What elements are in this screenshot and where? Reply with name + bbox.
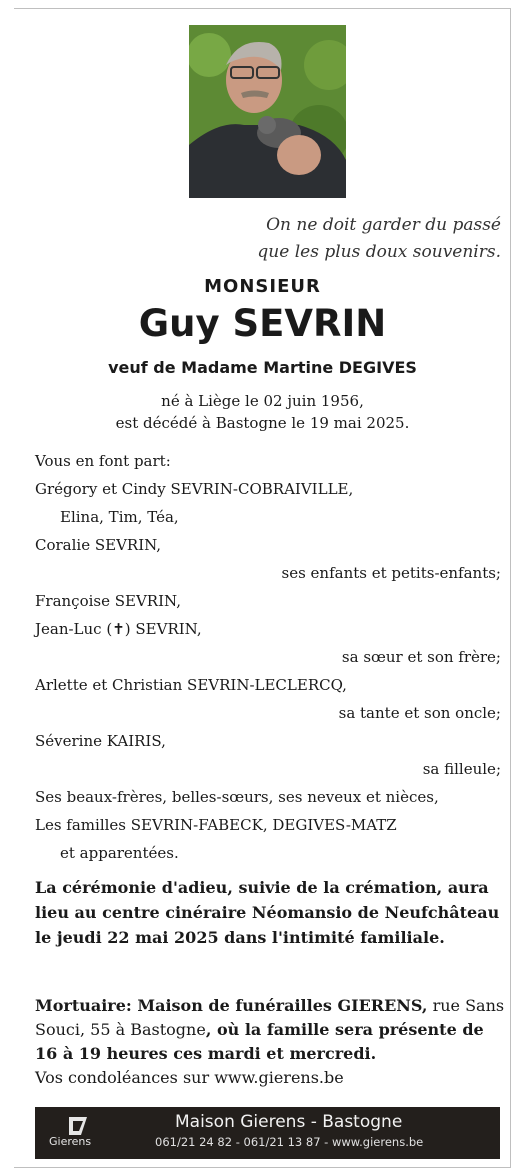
family-francoise: Françoise SEVRIN, (35, 592, 181, 610)
mortuary-label: Mortuaire: Maison de funérailles GIERENS, (35, 996, 428, 1015)
family-sibling-role: sa sœur et son frère; (341, 648, 501, 666)
honorific: MONSIEUR (204, 276, 321, 297)
family-related: et apparentées. (60, 844, 179, 862)
epigraph-quote (181, 212, 501, 266)
deceased-name: Guy SEVRIN (138, 302, 387, 345)
funeral-home-name: Maison Gierens - Bastogne (175, 1112, 403, 1132)
condolences-line: Vos condoléances sur www.gierens.be (35, 1068, 344, 1087)
mortuary-address: rue Sans Souci, 55 à Bastogne (35, 996, 505, 1039)
funeral-home-banner (35, 1107, 500, 1159)
quote-line-2: que les plus doux souvenirs. (257, 242, 501, 262)
portrait-photo (189, 25, 346, 198)
family-inlaws: Ses beaux-frères, belles-sœurs, ses neveux et nièces, (35, 788, 439, 806)
ceremony-notice: La cérémonie d'adieu, suivie de la crémation, aura lieu au centre cinéraire Néomansio de Neufchâteau le jeudi 22 mai 2025 dans l'intimité familiale. (35, 878, 500, 947)
widower-line: veuf de Madame Martine DEGIVES (108, 358, 417, 377)
gierens-logo-icon (47, 1113, 117, 1155)
family-arlette: Arlette et Christian SEVRIN-LECLERCQ, (35, 676, 347, 694)
logo-wordmark: Gierens (49, 1135, 92, 1148)
family-families: Les familles SEVRIN-FABECK, DEGIVES-MATZ (35, 816, 397, 834)
mortuary-notice (35, 994, 505, 1090)
birth-death-info (0, 390, 525, 434)
funeral-home-contact: 061/21 24 82 - 061/21 13 87 - www.gierens.be (155, 1135, 424, 1149)
family-severine: Séverine KAIRIS, (35, 732, 166, 750)
birth-line: né à Liège le 02 juin 1956, (161, 392, 364, 410)
family-aunt-role: sa tante et son oncle; (338, 704, 501, 722)
family-intro: Vous en font part: (35, 452, 171, 470)
family-jeanluc: Jean-Luc (✝) SEVRIN, (35, 620, 202, 638)
mortuary-hours: , où la famille sera présente de 16 à 19 heures ces mardi et mercredi. (35, 1020, 484, 1063)
family-grandkids: Elina, Tim, Téa, (60, 508, 179, 526)
quote-line-1: On ne doit garder du passé (266, 215, 501, 235)
family-coralie: Coralie SEVRIN, (35, 536, 162, 554)
death-line: est décédé à Bastogne le 19 mai 2025. (115, 414, 410, 432)
family-gregory: Grégory et Cindy SEVRIN-COBRAIVILLE, (35, 480, 354, 498)
family-goddaughter-role: sa filleule; (422, 760, 501, 778)
family-children-role: ses enfants et petits-enfants; (281, 564, 501, 582)
